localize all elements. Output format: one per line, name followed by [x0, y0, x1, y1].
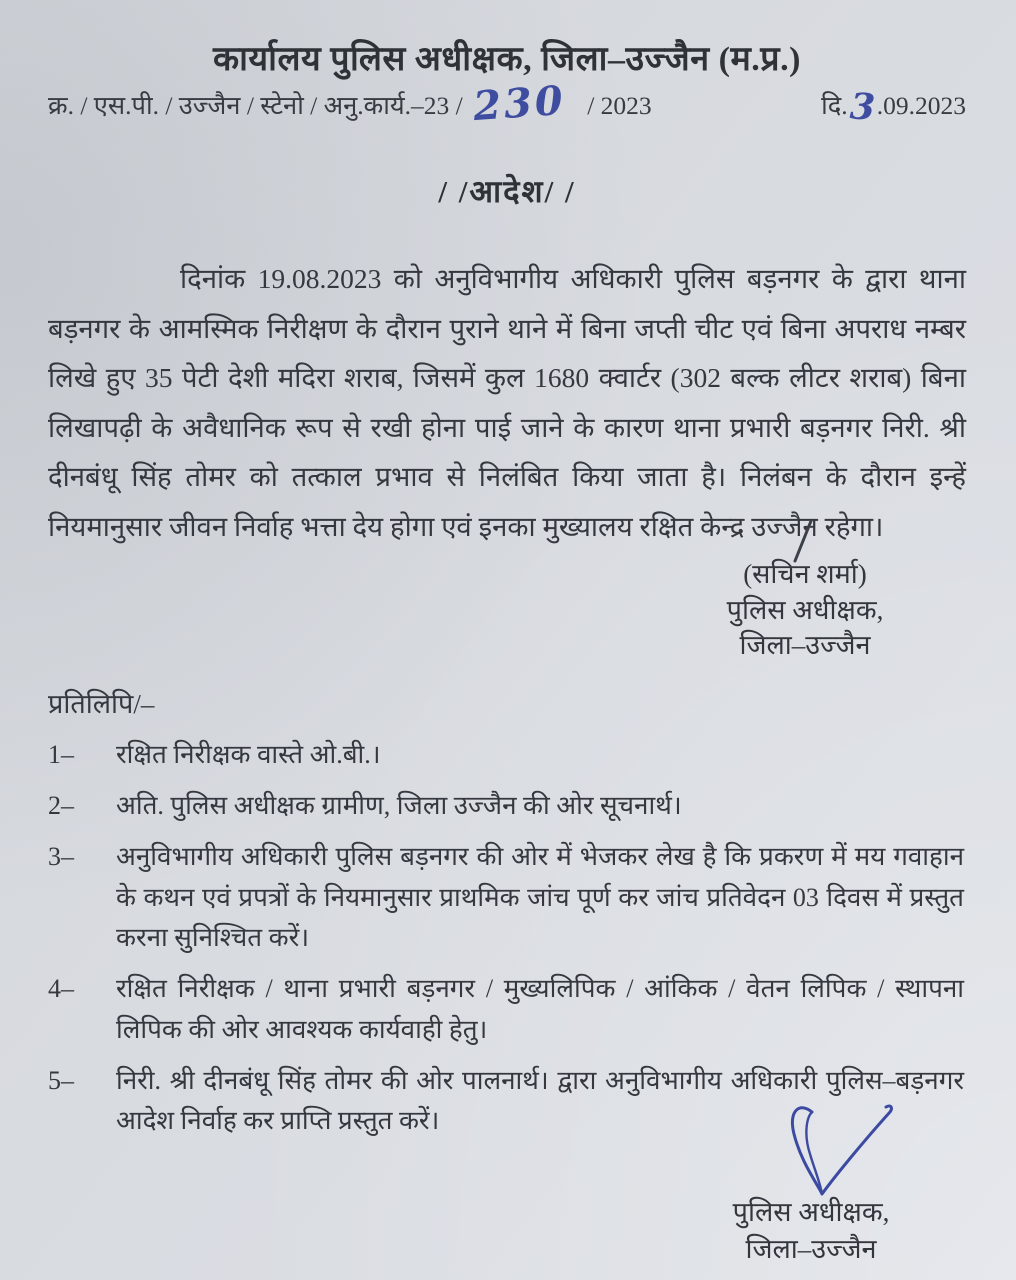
copy-item-text: रक्षित निरीक्षक वास्ते ओ.बी.।: [116, 739, 381, 769]
copy-item-number: 2–: [48, 791, 74, 821]
copy-item-text: अति. पुलिस अधीक्षक ग्रामीण, जिला उज्जैन की ओर सूचनार्थ।: [116, 791, 682, 821]
page-title: कार्यालय पुलिस अधीक्षक, जिला–उज्जैन (म.प्र.): [213, 41, 801, 78]
copy-heading: प्रतिलिपि/–: [48, 688, 155, 719]
date-rest: .09.2023: [876, 91, 966, 120]
copy-item-text: रक्षित निरीक्षक / थाना प्रभारी बड़नगर / मुख्यलिपिक / आंकिक / वेतन लिपिक / स्थापना लिपिक की ओर आवश्यक कार्यवाही हेतु।: [116, 974, 964, 1044]
order-heading: / /आदेश/ /: [438, 174, 576, 209]
copy-distribution-section: [48, 684, 966, 1142]
order-body-paragraph: दिनांक 19.08.2023 को अनुविभागीय अधिकारी पुलिस बड़नगर के द्वारा थाना बड़नगर के आमस्मिक निरीक्षण के दौरान पुराने थाने में बिना जप्ती चीट एवं बिना अपराध नम्बर लिखे हुए 35 पेटी देशी मदिरा शराब, जिसमें कुल 1680 क्वार्टर (302 बल्क लीटर शराब) बिना लिखापढ़ी के अवैधानिक रूप से रखी होना पाई जाने के कारण थाना प्रभारी बड़नगर निरी. श्री दीनबंधू सिंह तोमर को तत्काल प्रभाव से निलंबित किया जाता है। निलंबन के दौरान इन्हें नियमानुसार जीवन निर्वाह भत्ता देय होगा एवं इनका मुख्यालय रक्षित केन्द्र उज्जैन रहेगा।: [48, 263, 966, 542]
date-label: दि.: [821, 91, 848, 120]
reference-date: [821, 85, 966, 129]
handwritten-date-day: 3: [848, 85, 876, 129]
copy-item-text: अनुविभागीय अधिकारी पुलिस बड़नगर की ओर में भेजकर लेख है कि प्रकरण में मय गवाहान के कथन एवं प्रपत्रों के नियमानुसार प्राथमिक जांच पूर्ण कर जांच प्रतिवेदन 03 दिवस में प्रस्तुत करना सुनिश्चित करें।: [116, 842, 964, 953]
copy-item-number: 5–: [48, 1065, 74, 1095]
pen-slash-mark-icon: [785, 517, 819, 565]
signatory-designation: पुलिस अधीक्षक,: [726, 594, 884, 625]
copy-item-number: 4–: [48, 974, 74, 1004]
handwritten-serial-number: 230: [471, 76, 567, 131]
signatory-block: [690, 557, 920, 664]
footer-signatory-block: [696, 1194, 926, 1270]
copy-item-text: निरी. श्री दीनबंधू सिंह तोमर की ओर पालनार्थ। द्वारा अनुविभागीय अधिकारी पुलिस–बड़नगर आदेश निर्वाह कर प्राप्ति प्रस्तुत करें।: [116, 1065, 964, 1136]
copy-item: [48, 837, 966, 958]
footer-signatory-district: जिला–उज्जैन: [745, 1234, 877, 1265]
reference-line: [48, 76, 966, 131]
copy-item: [48, 969, 966, 1050]
copy-item: [48, 735, 966, 775]
signatory-name: (सचिन शर्मा): [743, 559, 867, 589]
reference-prefix: क्र. / एस.पी. / उज्जैन / स्टेनो / अनु.कार्य.–23 /: [48, 91, 463, 120]
handwritten-signature-icon: [754, 1102, 914, 1222]
signatory-district: जिला–उज्जैन: [739, 630, 871, 661]
copy-item-number: 1–: [48, 739, 74, 769]
footer-signatory-designation: पुलिस अधीक्षक,: [732, 1196, 890, 1227]
copy-item: [48, 786, 966, 826]
reference-suffix: / 2023: [587, 91, 652, 120]
copy-item-number: 3–: [48, 842, 74, 872]
